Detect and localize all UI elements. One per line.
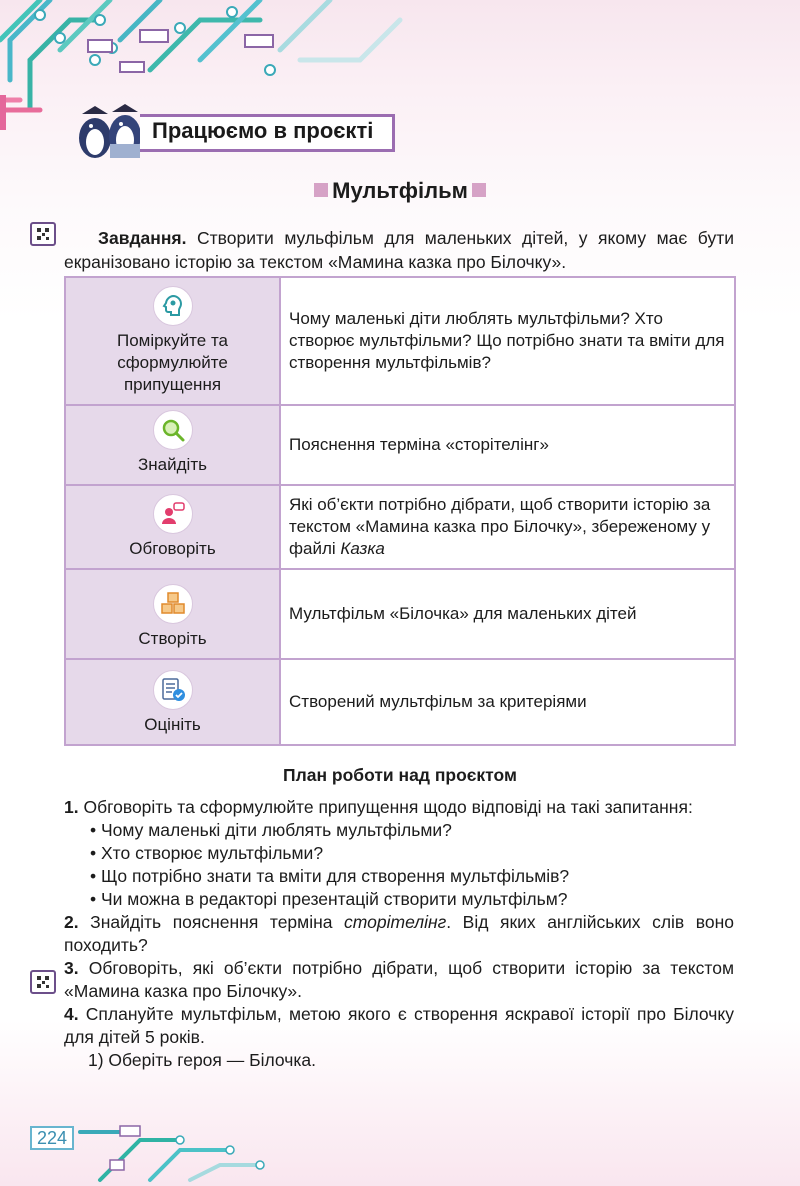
step-text-cell: Які об’єкти потрібно дібрати, щоб створити історію за текстом «Мамина казка про Білочку», збереженому у файлі Казка xyxy=(280,485,735,569)
table-row xyxy=(65,569,735,659)
plan-item: 4. Сплануйте мультфільм, метою якого є створення яскравої історії про Білочку для дітей 5 років. xyxy=(64,1004,734,1047)
checklist-icon xyxy=(153,670,193,710)
task-label: Завдання. xyxy=(98,228,187,248)
step-text-cell: Створений мультфільм за критеріями xyxy=(280,659,735,745)
plan-item: 2. Знайдіть пояснення терміна сторітелінг. Від яких англійських слів воно походить? xyxy=(64,912,734,955)
task-text: Створити мульфільм для маленьких дітей, у якому має бути екранізовано історію за текстом «Мамина казка про Білочку». xyxy=(64,228,734,272)
step-text-cell: Чому маленькі діти люблять мультфільми? Хто створює мультфільми? Що потрібно знати та вміти для створення мультфільмів? xyxy=(280,277,735,405)
header-banner xyxy=(70,100,430,160)
page-number: 224 xyxy=(30,1126,74,1150)
plan-title: План роботи над проєктом xyxy=(283,765,517,785)
plan-list xyxy=(64,796,734,1072)
list-item: • Хто створює мультфільми? xyxy=(90,842,734,865)
step-label-cell: Створіть xyxy=(65,569,280,659)
plan-subitem: 1) Оберіть героя — Білочка. xyxy=(88,1050,316,1070)
plan-item: 3. Обговоріть, які об’єкти потрібно дібрати, щоб створити історію за текстом «Мамина казка про Білочку». xyxy=(64,958,734,1001)
table-row xyxy=(65,659,735,745)
task-paragraph xyxy=(64,226,734,274)
step-label-cell: Знайдіть xyxy=(65,405,280,485)
list-item: • Чому маленькі діти люблять мультфільми? xyxy=(90,819,734,842)
plan-item: 1. Обговоріть та сформулюйте припущення щодо відповіді на такі запитання: xyxy=(64,797,693,817)
step-label-cell: Оцініть xyxy=(65,659,280,745)
qr-code-icon[interactable] xyxy=(30,970,56,994)
list-item: • Що потрібно знати та вміти для створення мультфільмів? xyxy=(90,865,734,888)
head-icon xyxy=(153,286,193,326)
table-row xyxy=(65,405,735,485)
qr-code-icon[interactable] xyxy=(30,222,56,246)
step-label-cell: Обговоріть xyxy=(65,485,280,569)
step-text-cell: Пояснення терміна «сторітелінг» xyxy=(280,405,735,485)
circuit-decoration-bottom xyxy=(60,1120,280,1186)
table-row xyxy=(65,485,735,569)
step-text-cell: Мультфільм «Білочка» для маленьких дітей xyxy=(280,569,735,659)
step-label-cell: Поміркуйте та сформулюйте припущення xyxy=(65,277,280,405)
banner-title: Працюємо в проєкті xyxy=(152,118,374,143)
discussion-icon xyxy=(153,494,193,534)
square-icon xyxy=(314,183,328,197)
list-item: • Чи можна в редакторі презентацій створити мультфільм? xyxy=(90,888,734,911)
project-steps-table xyxy=(64,276,736,746)
section-title: Мультфільм xyxy=(0,178,800,204)
magnifier-icon xyxy=(153,410,193,450)
square-icon xyxy=(472,183,486,197)
table-row xyxy=(65,277,735,405)
cubes-icon xyxy=(153,584,193,624)
bullet-list xyxy=(64,819,734,911)
